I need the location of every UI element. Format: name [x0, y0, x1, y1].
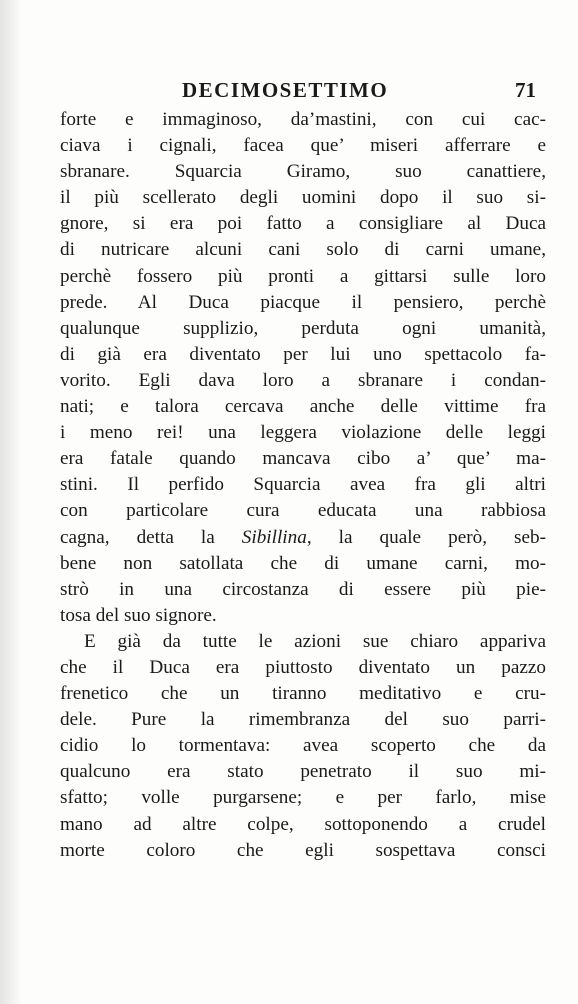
text-line: bene non satollata che di umane carni, mo- — [60, 552, 546, 574]
text-line: con particolare cura educata una rabbiosa — [60, 500, 546, 522]
text-line: di nutricare alcuni cani solo di carni umane, — [60, 239, 546, 261]
italic-name: Sibillina — [241, 526, 307, 548]
text-line: tosa del suo signore. — [60, 604, 217, 626]
text-line: nati; e talora cercava anche delle vittime fra — [60, 396, 546, 418]
text-line: forte e immaginoso, da’mastini, con cui cac- — [60, 109, 546, 130]
text-line: qualcuno era stato penetrato il suo mi- — [60, 761, 546, 783]
text-line: cidio lo tormentava: avea scoperto che da — [60, 735, 546, 757]
text-line: vorito. Egli dava loro a sbranare i condan- — [60, 369, 546, 391]
text-line: prede. Al Duca piacque il pensiero, perchè — [60, 291, 546, 313]
text-line: i meno rei! una leggera violazione delle leggi — [60, 422, 546, 444]
text-line: ciava i cignali, facea que’ miseri afferrare e — [60, 135, 546, 157]
running-title: DECIMOSETTIMO — [182, 78, 389, 102]
text-line: gnore, si era poi fatto a consigliare al Duca — [60, 213, 546, 235]
text-line: dele. Pure la rimembranza del suo parri- — [60, 709, 546, 731]
text-line: che il Duca era piuttosto diventato un pazzo — [60, 656, 546, 678]
text-line: mano ad altre colpe, sottoponendo a crudel — [60, 813, 546, 835]
page-number: 71 — [515, 78, 536, 102]
text-line: perchè fossero più pronti a gittarsi sulle loro — [60, 265, 546, 287]
body-text — [60, 107, 546, 864]
text-line: sfatto; volle purgarsene; e per farlo, mise — [60, 787, 546, 809]
text-line: strò in una circostanza di essere più pie- — [60, 578, 546, 600]
text-line: qualunque supplizio, perduta ogni umanità, — [60, 317, 546, 339]
text-line: stini. Il perfido Squarcia avea fra gli altri — [60, 474, 546, 496]
text-line — [60, 525, 546, 551]
text-line: di già era diventato per lui uno spettacolo fa- — [60, 343, 546, 365]
text-line: era fatale quando mancava cibo a’ que’ ma- — [60, 448, 546, 470]
text-line: frenetico che un tiranno meditativo e cru- — [60, 683, 546, 705]
text-line: morte coloro che egli sospettava consci — [60, 839, 546, 861]
sibillina-line-text: cagna, detta la Sibillina, la quale però, seb- — [60, 526, 546, 548]
spine-shadow — [0, 0, 22, 1004]
text-line: sbranare. Squarcia Giramo, suo canattiere, — [60, 161, 546, 183]
paragraph-start-line: E già da tutte le azioni sue chiaro appariva — [84, 630, 546, 652]
text-line: il più scellerato degli uomini dopo il suo si- — [60, 187, 546, 209]
page-header — [60, 78, 540, 106]
